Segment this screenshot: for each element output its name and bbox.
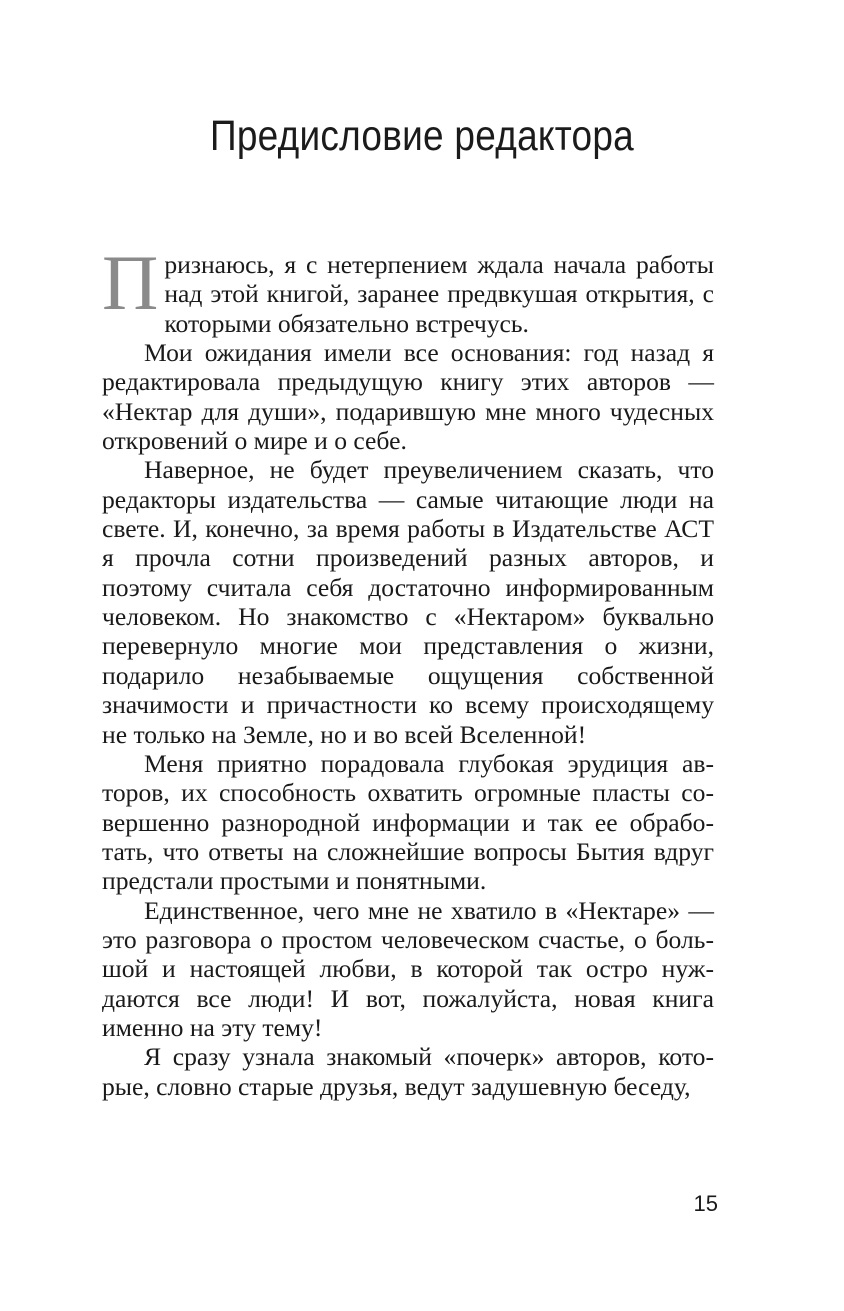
page-number: 15 bbox=[693, 1191, 718, 1216]
body-text bbox=[102, 239, 714, 1101]
paragraph-2: Мои ожидания имели все основания: год назад я редактировала предыдущую книгу этих авторов — «Нектар для души», подарившую мне много чудесных откровений о мире и о себе. bbox=[102, 338, 714, 456]
paragraph-1 bbox=[102, 239, 714, 338]
drop-cap: П bbox=[102, 239, 159, 326]
paragraph-5: Единственное, чего мне не хватило в «Нектаре» — это разговора о простом человеческом счастье, о большой и настоящей любви, в которой так остро нуждаются все люди! И вот, пожалуйста, новая книга именно на эту тему! bbox=[102, 895, 714, 1042]
paragraph-1-text: ризнаюсь, я с нетерпением ждала начала работы над этой книгой, заранее предвкушая открытия, с которыми обязательно встречусь. bbox=[164, 250, 714, 338]
paragraph-6: Я сразу узнала знакомый «почерк» авторов, которые, словно старые друзья, ведут задушевную беседу, bbox=[102, 1042, 714, 1101]
paragraph-3: Наверное, не будет преувеличением сказать, что редакторы издательства — самые читающие люди на свете. И, конечно, за время работы в Издательстве АСТ я прочла сотни произведений разных авторов, и поэтому считала себя достаточно информированным человеком. Но знакомство с «Нектаром» буквально перевернуло многие мои представления о жизни, подарило незабываемые ощущения собственной значимости и причастности ко всему происходящему не только на Земле, но и во всей Вселенной! bbox=[102, 455, 714, 749]
page-title: Предисловие редактора bbox=[209, 112, 635, 160]
paragraph-4: Меня приятно порадовала глубокая эрудиция авторов, их способность охватить огромные пласты совершенно разнородной информации и так ее обработать, что ответы на сложнейшие вопросы Бытия вдруг предстали простыми и понятными. bbox=[102, 748, 714, 896]
